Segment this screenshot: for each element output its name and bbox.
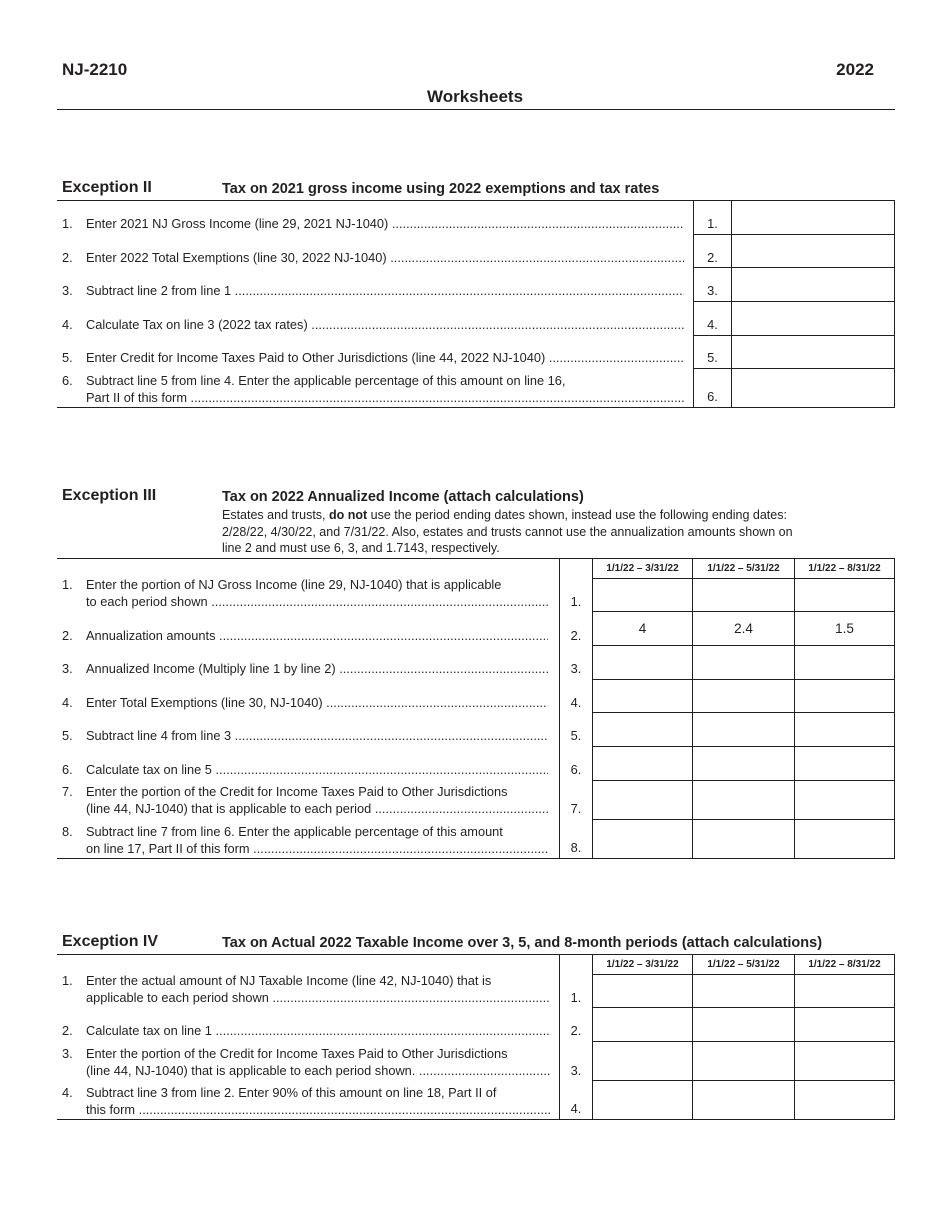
- line-ref: 4.: [570, 695, 582, 710]
- line-number: 8.: [62, 824, 73, 839]
- exception2-input-1[interactable]: [732, 201, 894, 234]
- line-ref: 3.: [570, 661, 582, 676]
- exception4-col-divider: [794, 954, 795, 1120]
- line-ref: 2.: [570, 628, 582, 643]
- line-ref: 3.: [707, 283, 718, 298]
- exception2-title: Tax on 2021 gross income using 2022 exemptions and tax rates: [222, 181, 660, 197]
- line-number: 6.: [62, 373, 73, 388]
- line-number: 4.: [62, 1085, 73, 1100]
- line-text: Subtract line 4 from line 3 .....: [86, 727, 548, 744]
- line-number: 5.: [62, 350, 73, 365]
- line-number: 5.: [62, 728, 73, 743]
- exception4-header-divider: [592, 974, 895, 975]
- line-text: Enter the portion of NJ Gross Income (line 29, NJ-1040) that is applicable: [86, 577, 502, 592]
- exception3-col-right: [894, 558, 895, 859]
- line-number: 1.: [62, 577, 73, 592]
- line-text: Subtract line 7 from line 6. Enter the applicable percentage of this amount: [86, 824, 503, 839]
- annualization-value: 1.5: [835, 621, 854, 636]
- line-text-cont: (line 44, NJ-1040) that is applicable to each period .....: [86, 800, 548, 817]
- line-number: 3.: [62, 283, 73, 298]
- line-ref: 4.: [707, 317, 718, 332]
- line-number: 2.: [62, 250, 73, 265]
- exception2-box-right: [894, 200, 895, 408]
- exception4-bottom-rule: [57, 1119, 895, 1120]
- line-number: 3.: [62, 1046, 73, 1061]
- exception3-title: Tax on 2022 Annualized Income (attach calculations): [222, 489, 584, 505]
- line-text-cont: (line 44, NJ-1040) that is applicable to each period shown. .....: [86, 1062, 551, 1079]
- line-ref: 8.: [570, 840, 582, 855]
- line-text: Enter 2022 Total Exemptions (line 30, 2022 NJ-1040) .....: [86, 249, 684, 266]
- exception2-bottom-rule: [57, 407, 895, 408]
- line-number: 4.: [62, 695, 73, 710]
- exception3-header-divider: [592, 578, 895, 579]
- note-text: Estates and trusts,: [222, 508, 329, 522]
- line-text-cont: applicable to each period shown .....: [86, 989, 551, 1006]
- annualization-value: 2.4: [734, 621, 753, 636]
- line-text: Enter the actual amount of NJ Taxable Income (line 42, NJ-1040) that is: [86, 973, 492, 988]
- exception4-col-divider: [692, 954, 693, 1120]
- line-text-cont: to each period shown .....: [86, 593, 548, 610]
- exception4-row-divider: [592, 1080, 895, 1081]
- exception2-input-6[interactable]: [732, 369, 894, 407]
- annualization-value: 4: [638, 621, 647, 636]
- line-text: Annualized Income (Multiply line 1 by line 2) .....: [86, 660, 548, 677]
- exception3-row-divider: [592, 780, 895, 781]
- exception3-row-divider: [592, 819, 895, 820]
- exception3-name: Exception III: [62, 487, 157, 504]
- line-ref: 3.: [570, 1063, 582, 1078]
- exception2-name: Exception II: [62, 179, 152, 196]
- column-header: 1/1/22 – 8/31/22: [808, 563, 881, 574]
- exception2-input-5[interactable]: [732, 336, 894, 368]
- exception3-top-rule: [57, 558, 895, 559]
- line-ref: 6.: [707, 389, 718, 404]
- column-header: 1/1/22 – 3/31/22: [606, 959, 679, 970]
- line-ref: 2.: [570, 1023, 582, 1038]
- line-number: 7.: [62, 784, 73, 799]
- line-text: Subtract line 2 from line 1 .....: [86, 282, 684, 299]
- column-header: 1/1/22 – 8/31/22: [808, 959, 881, 970]
- form-year: 2022: [836, 60, 874, 79]
- line-ref: 4.: [570, 1101, 582, 1116]
- exception4-name: Exception IV: [62, 933, 159, 950]
- line-text: Enter 2021 NJ Gross Income (line 29, 2021 NJ-1040) .....: [86, 215, 684, 232]
- line-text-cont: on line 17, Part II of this form .....: [86, 840, 548, 857]
- line-text: Enter Total Exemptions (line 30, NJ-1040) .....: [86, 694, 548, 711]
- line-ref: 6.: [570, 762, 582, 777]
- line-text: Annualization amounts .....: [86, 627, 548, 644]
- exception4-top-rule: [57, 954, 895, 955]
- exception3-bottom-rule: [57, 858, 895, 859]
- exception4-row-divider: [592, 1041, 895, 1042]
- line-ref: 7.: [570, 801, 582, 816]
- exception2-input-2[interactable]: [732, 235, 894, 267]
- exception4-title: Tax on Actual 2022 Taxable Income over 3, 5, and 8-month periods (attach calculations): [222, 935, 823, 951]
- note-bold: do not: [329, 508, 368, 522]
- line-ref: 1.: [707, 216, 718, 231]
- line-number: 1.: [62, 216, 73, 231]
- line-ref: 2.: [707, 250, 718, 265]
- line-text-cont: Part II of this form .....: [86, 389, 684, 406]
- exception3-row-divider: [592, 679, 895, 680]
- column-header: 1/1/22 – 5/31/22: [707, 563, 780, 574]
- line-text-cont: this form .....: [86, 1101, 551, 1118]
- line-ref: 5.: [707, 350, 718, 365]
- exception3-note: [222, 507, 802, 557]
- line-number: 4.: [62, 317, 73, 332]
- exception2-input-4[interactable]: [732, 302, 894, 335]
- form-id: NJ-2210: [62, 60, 128, 79]
- line-text: Calculate Tax on line 3 (2022 tax rates) .....: [86, 316, 684, 333]
- exception3-row-divider: [592, 712, 895, 713]
- column-header: 1/1/22 – 5/31/22: [707, 959, 780, 970]
- exception4-row-divider: [592, 1007, 895, 1008]
- line-text: Enter Credit for Income Taxes Paid to Other Jurisdictions (line 44, 2022 NJ-1040) .....: [86, 349, 684, 366]
- line-number: 2.: [62, 1023, 73, 1038]
- line-number: 6.: [62, 762, 73, 777]
- line-text: Calculate tax on line 1 .....: [86, 1022, 551, 1039]
- exception3-col-divider: [794, 558, 795, 859]
- header-rule: [57, 109, 895, 110]
- page-title: Worksheets: [426, 87, 524, 106]
- exception3-row-divider: [592, 746, 895, 747]
- exception3-row-divider: [592, 611, 895, 612]
- line-text: Subtract line 3 from line 2. Enter 90% of this amount on line 18, Part II of: [86, 1085, 497, 1100]
- line-number: 2.: [62, 628, 73, 643]
- exception3-row-divider: [592, 645, 895, 646]
- exception3-ref-column-right: [592, 558, 593, 859]
- line-text: Enter the portion of the Credit for Income Taxes Paid to Other Jurisdictions: [86, 784, 508, 799]
- line-text: Subtract line 5 from line 4. Enter the applicable percentage of this amount on line 16,: [86, 373, 566, 388]
- line-number: 1.: [62, 973, 73, 988]
- line-ref: 1.: [570, 594, 582, 609]
- line-ref: 5.: [570, 728, 582, 743]
- exception2-ref-column-left: [693, 200, 694, 408]
- line-text: Enter the portion of the Credit for Income Taxes Paid to Other Jurisdictions: [86, 1046, 508, 1061]
- column-header: 1/1/22 – 3/31/22: [606, 563, 679, 574]
- exception3-col-divider: [692, 558, 693, 859]
- exception4-col-right: [894, 954, 895, 1120]
- exception2-input-3[interactable]: [732, 268, 894, 301]
- line-number: 3.: [62, 661, 73, 676]
- exception4-ref-column-right: [592, 954, 593, 1120]
- note-text: use the period ending dates shown, instead use the following ending dates: 2/28/22, 4/30/22, and 7/31/22. Also, estates and trusts cannot use the annualization amounts shown on line 2 and must use 6, 3, and 1.7143, respectively.: [222, 508, 793, 555]
- line-ref: 1.: [570, 990, 582, 1005]
- line-text: Calculate tax on line 5 .....: [86, 761, 548, 778]
